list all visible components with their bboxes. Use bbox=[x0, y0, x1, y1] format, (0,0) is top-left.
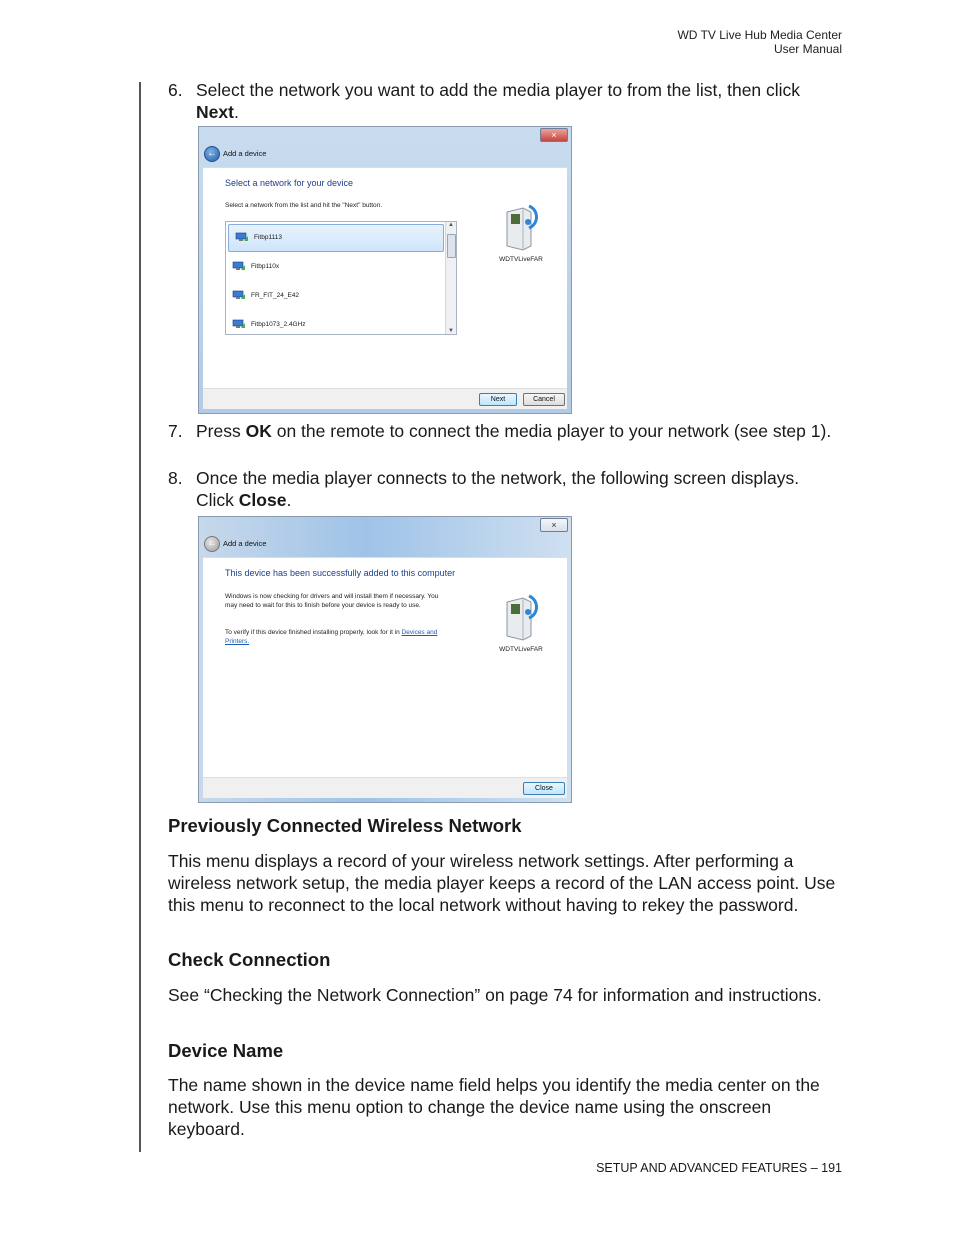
network-item[interactable] bbox=[226, 310, 456, 335]
dialog-title: Add a device bbox=[223, 149, 267, 158]
close-button[interactable]: Close bbox=[523, 782, 565, 795]
running-header bbox=[677, 28, 842, 56]
dialog-instruction: This device has been successfully added to this computer bbox=[225, 568, 456, 578]
step-end: . bbox=[233, 102, 239, 122]
network-item[interactable] bbox=[226, 252, 456, 281]
step-text: Once the media player connects to the network, the following screen displays. Click bbox=[196, 468, 800, 510]
network-icon bbox=[232, 319, 246, 329]
device-name: WDTVLiveFAR bbox=[499, 646, 543, 653]
close-icon[interactable]: × bbox=[540, 128, 568, 142]
devices-and-printers-link[interactable]: Devices and Printers. bbox=[225, 629, 438, 645]
dialog-subtext: Select a network from the list and hit the "Next" button. bbox=[225, 202, 383, 209]
step-number: 6. bbox=[168, 80, 183, 100]
section-heading: Device Name bbox=[168, 1040, 284, 1061]
dialog-footer bbox=[203, 777, 567, 798]
back-arrow-icon[interactable]: ← bbox=[204, 146, 220, 162]
dialog-paragraph-2 bbox=[225, 628, 450, 646]
section-heading: Previously Connected Wireless Network bbox=[168, 815, 522, 836]
network-name: FR_FIT_24_E42 bbox=[251, 292, 300, 299]
step-number: 7. bbox=[168, 421, 183, 441]
step-text: on the remote to connect the media player to your network (see step 1). bbox=[271, 421, 832, 441]
back-arrow-icon: ← bbox=[204, 536, 220, 552]
step-end: . bbox=[286, 490, 292, 510]
network-item[interactable] bbox=[226, 281, 456, 310]
dialog-footer bbox=[203, 388, 567, 409]
media-player-icon bbox=[501, 202, 541, 252]
section-body: The name shown in the device name field helps you identify the media center on the network. Use this menu option to change the device name using the onscreen keyboard. bbox=[168, 1075, 820, 1139]
step-text: Select the network you want to add the media player to from the list, then click bbox=[196, 80, 801, 100]
add-device-dialog-network bbox=[198, 126, 572, 414]
device-name: WDTVLiveFAR bbox=[499, 256, 543, 263]
step-8 bbox=[168, 467, 838, 511]
network-name: Fitbp1113 bbox=[254, 234, 282, 241]
page-footer: SETUP AND ADVANCED FEATURES – 191 bbox=[596, 1161, 842, 1175]
step-text: Press bbox=[196, 421, 246, 441]
header-title: WD TV Live Hub Media Center bbox=[677, 28, 842, 42]
step-6 bbox=[168, 79, 838, 123]
list-scrollbar[interactable] bbox=[445, 222, 456, 334]
network-name: Fitbp110x bbox=[251, 263, 280, 270]
device-icon-block bbox=[493, 202, 549, 263]
next-button[interactable]: Next bbox=[479, 393, 517, 406]
network-icon bbox=[232, 261, 246, 271]
dialog-title: Add a device bbox=[223, 539, 267, 548]
device-icon-block bbox=[493, 592, 549, 653]
dialog-text: To verify if this device finished installing properly, look for it in bbox=[225, 629, 400, 636]
close-icon[interactable]: × bbox=[540, 518, 568, 532]
cancel-button[interactable]: Cancel bbox=[523, 393, 565, 406]
network-icon bbox=[235, 232, 249, 242]
scroll-down-icon[interactable]: ▼ bbox=[448, 328, 454, 334]
network-icon bbox=[232, 290, 246, 300]
network-list[interactable] bbox=[225, 221, 457, 335]
network-item[interactable] bbox=[228, 224, 444, 252]
dialog-body bbox=[203, 167, 567, 389]
dialog-body bbox=[203, 557, 567, 778]
step-number: 8. bbox=[168, 468, 183, 488]
step-bold: Next bbox=[196, 102, 234, 122]
dialog-instruction: Select a network for your device bbox=[225, 178, 354, 188]
media-player-icon bbox=[501, 592, 541, 642]
step-bold: Close bbox=[238, 490, 287, 510]
header-subtitle: User Manual bbox=[773, 42, 842, 56]
add-device-dialog-success bbox=[198, 516, 572, 803]
section-body: See “Checking the Network Connection” on page 74 for information and instructions. bbox=[168, 985, 822, 1005]
scroll-up-icon[interactable]: ▲ bbox=[448, 222, 454, 228]
scroll-thumb[interactable] bbox=[447, 234, 456, 258]
section-body: This menu displays a record of your wireless network settings. After performing a wireless network setup, the media player keeps a record of the LAN access point. Use this menu to reconnect to the local network without having to rekey the password. bbox=[168, 851, 836, 915]
dialog-paragraph: Windows is now checking for drivers and will install them if necessary. You may need to wait for this to finish before your device is ready to use. bbox=[225, 593, 439, 609]
step-7 bbox=[168, 420, 838, 442]
margin-change-bar bbox=[139, 82, 141, 1152]
section-heading: Check Connection bbox=[168, 949, 331, 970]
step-bold: OK bbox=[245, 421, 272, 441]
network-name: Fitbp1073_2.4GHz bbox=[251, 321, 306, 328]
